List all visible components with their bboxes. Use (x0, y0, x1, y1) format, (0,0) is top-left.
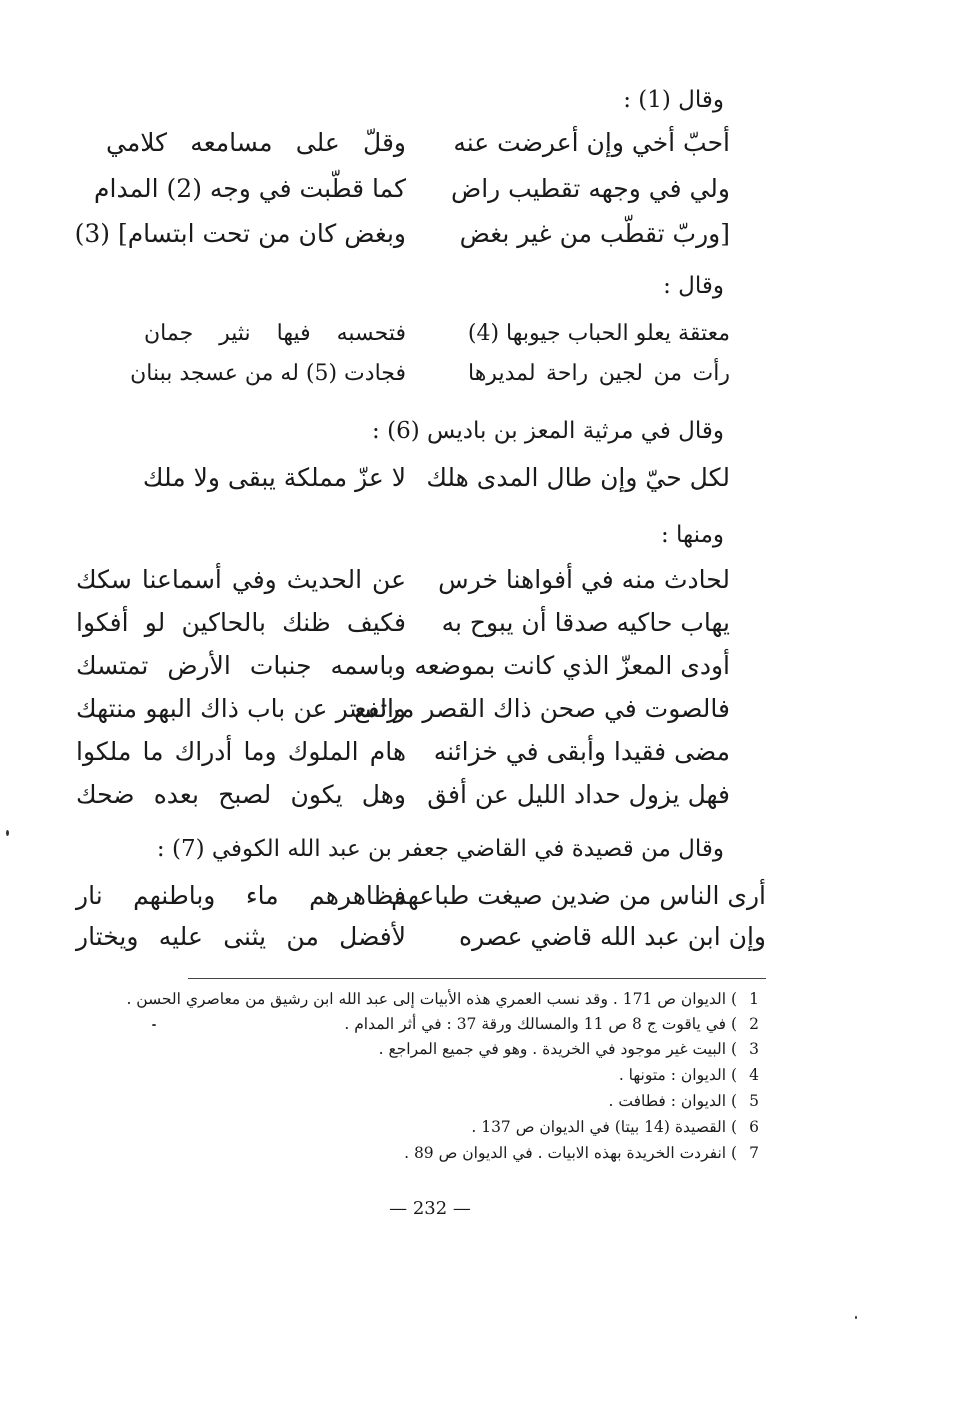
footnote-text: القصيدة (14 بيتا) في الديوان ص 137 . (471, 1118, 727, 1136)
verse-line (0, 606, 956, 640)
verse-line (0, 461, 956, 495)
footnote: 2 ) في ياقوت ج 8 ص 11 والمسالك ورقة 37 : في أثر المدام . (66, 1013, 766, 1035)
verse-first-hemistich: معتقة يعلو الحباب جيوبها (4) (467, 321, 730, 346)
verse-second-hemistich: هام الملوك وما أدراك ما ملكوا (76, 737, 406, 766)
verse-second-hemistich: وباسمه جنبات الأرض تمتسك (76, 651, 406, 680)
footnote: 7 ) انفردت الخريدة بهذه الابيات . في الديوان ص 89 . (66, 1142, 766, 1164)
scan-speck (152, 1024, 156, 1026)
poem-intro: وقال من قصيدة في القاضي جعفر بن عبد الله الكوفي (7) : (156, 836, 724, 862)
poem-intro: وقال (1) : (623, 87, 724, 113)
verse-line (0, 778, 956, 812)
verse-line (0, 172, 956, 206)
verse-first-hemistich: يهاب حاكيه صدقا أن يبوح به (441, 608, 730, 637)
footnote-number: 7 (749, 1144, 759, 1162)
verse-first-hemistich: فهل يزول حداد الليل عن أفق (427, 780, 730, 809)
footnote: 4 ) الديوان : متونها . (66, 1064, 766, 1086)
verse-line (0, 692, 956, 726)
verse-second-hemistich: فتحسبه فيها نثير جمان (144, 321, 406, 346)
footnote-text: في ياقوت ج 8 ص 11 والمسالك ورقة 37 : في أثر المدام . (344, 1015, 727, 1033)
footnote-number: 2 (749, 1015, 759, 1033)
scan-speck (855, 1316, 857, 1319)
verse-second-hemistich: والستر عن باب ذاك البهو منتهك (76, 694, 406, 723)
verse-first-hemistich: لكل حيّ وإن طال المدى هلك (426, 463, 730, 492)
verse-second-hemistich: لأفضل من يثنى عليه ويختار (76, 922, 406, 951)
footnote: 6 ) القصيدة (14 بيتا) في الديوان ص 137 . (66, 1116, 766, 1138)
verse-first-hemistich: [وربّ تقطّب من غير بغض (459, 219, 730, 248)
footnote-text: الديوان : متونها . (618, 1066, 727, 1084)
verse-line (0, 649, 956, 683)
verse-first-hemistich: ولي في وجهه تقطيب راض (450, 174, 730, 203)
footnote-text: الديوان ص 171 . وقد نسب العمري هذه الأبيات إلى عبد الله ابن رشيق من معاصري الحسن . (126, 990, 727, 1008)
verse-line (0, 920, 956, 954)
verse-second-hemistich: لا عزّ مملكة يبقى ولا ملك (142, 463, 406, 492)
footnote-separator (188, 978, 766, 979)
footnote-text: انفردت الخريدة بهذه الابيات . في الديوان ص 89 . (404, 1144, 727, 1162)
verse-second-hemistich: فظاهرهم ماء وباطنهم نار (76, 881, 406, 910)
verse-second-hemistich: فكيف ظنك بالحاكين لو أفكوا (76, 608, 406, 637)
footnote: 3 ) البيت غير موجود في الخريدة . وهو في جميع المراجع . (66, 1038, 766, 1060)
footnote-number: 4 (749, 1066, 759, 1084)
verse-first-hemistich: أرى الناس من ضدين صيغت طباعهم (391, 881, 766, 910)
verse-line (0, 357, 956, 391)
poem-intro: ومنها : (660, 522, 724, 548)
verse-second-hemistich: فجادت (5) له من عسجد ببنان (130, 361, 406, 386)
verse-second-hemistich: وهل يكون لصبح بعده ضحك (76, 780, 406, 809)
verse-line (0, 317, 956, 351)
footnote-number: 3 (749, 1040, 759, 1058)
verse-first-hemistich: أودى المعزّ الذي كانت بموضعه (414, 651, 730, 680)
verse-line (0, 126, 956, 160)
verse-second-hemistich: وقلّ على مسامعه كلامي (106, 128, 406, 157)
verse-first-hemistich: رأت من لجين راحة لمديرها (468, 361, 730, 386)
page-number: — 232 — (389, 1198, 471, 1219)
footnote: 5 ) الديوان : فطافت . (66, 1090, 766, 1112)
verse-second-hemistich: عن الحديث وفي أسماعنا سكك (76, 565, 406, 594)
footnote: 1 ) الديوان ص 171 . وقد نسب العمري هذه الأبيات إلى عبد الله ابن رشيق من معاصري الحسن . (66, 988, 766, 1010)
poem-intro: وقال في مرثية المعز بن باديس (6) : (372, 418, 724, 444)
footnote-text: البيت غير موجود في الخريدة . وهو في جميع المراجع . (378, 1040, 727, 1058)
footnote-number: 5 (749, 1092, 759, 1110)
verse-first-hemistich: لحادث منه في أفواهنا خرس (438, 565, 730, 594)
verse-first-hemistich: فالصوت في صحن ذاك القصر مرتفع (354, 694, 730, 723)
verse-second-hemistich: كما قطّبت في وجه (2) المدام (94, 174, 406, 203)
verse-line (0, 735, 956, 769)
footnote-text: الديوان : فطافت . (608, 1092, 727, 1110)
verse-line (0, 217, 956, 251)
footnote-number: 6 (749, 1118, 759, 1136)
footnote-number: 1 (749, 990, 759, 1008)
verse-first-hemistich: وإن ابن عبد الله قاضي عصره (459, 922, 766, 951)
verse-second-hemistich: وبغض كان من تحت ابتسام] (3) (74, 219, 406, 248)
verse-line (0, 879, 956, 913)
poem-intro: وقال : (663, 273, 724, 299)
scan-speck (6, 830, 9, 836)
verse-first-hemistich: أحبّ أخي وإن أعرضت عنه (453, 128, 730, 157)
verse-line (0, 563, 956, 597)
verse-first-hemistich: مضى فقيدا وأبقى في خزائنه (433, 737, 730, 766)
